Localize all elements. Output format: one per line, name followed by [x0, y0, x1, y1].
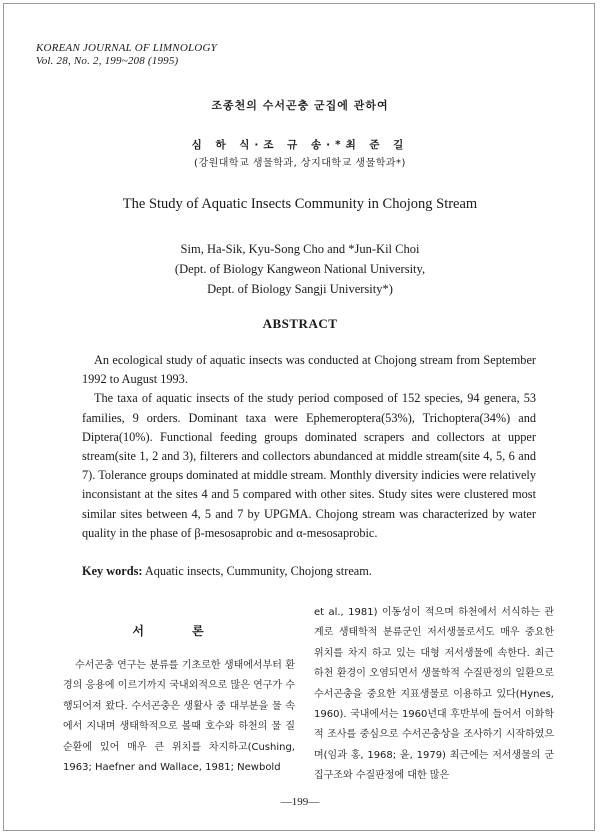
- english-affiliation-line-2: Dept. of Biology Sangji University*): [207, 282, 393, 296]
- english-authors: Sim, Ha-Sik, Kyu-Song Cho and *Jun-Kil Choi: [180, 242, 420, 256]
- section-heading: 서 론: [132, 624, 226, 638]
- english-affiliation-line-1: (Dept. of Biology Kangweon National University,: [174, 262, 426, 276]
- page-number: —199—: [280, 796, 320, 808]
- keywords-label: Key words:: [82, 564, 143, 578]
- body-paragraph: 수서곤충 연구는 분류를 기초로한 생태에서부터 환경의 응용에 이르기까지 국내외적으로 많은 연구가 수행되어져 왔다. 수서곤충은 생활사 중 대부분을 물 속에서 지내며 생태학적으로 볼때 호수와 하천의 물 질순환에 있어 매우 큰 위치를 차지하고(Cushing, 1963; Haefner and Wallace, 1981; Newbold: [63, 660, 295, 774]
- body-paragraph: et al., 1981) 이동성이 적으며 하천에서 서식하는 관계로 생태학적 분류군인 저서생물로서도 매우 중요한 위치를 차지 하고 있는 대형 저서생물에 속한다. 최근 하천 환경이 오염되면서 생물학적 수질판정의 일환으로 수서곤충을 중요한 지표생물로 이용하고 있다(Hynes, 1960). 국내에서는 1960년대 후반부에 들어서 이화학적 조사를 중심으로 수서곤충상을 조사하기 시작하였으며(임과 홍, 1968; 윤, 1979) 최근에는 저서생물의 군집구조와 수질판정에 대한 많은: [314, 607, 554, 782]
- journal-header: [36, 42, 217, 68]
- korean-title: 조종천의 수서곤충 군집에 관하여: [211, 99, 389, 112]
- abstract-paragraph: The taxa of aquatic insects of the study period composed of 152 species, 94 genera, 53 families, 9 orders. Dominant taxa were Ephemeroptera(53%), Trichoptera(34%) and Diptera(10%). Functional feeding groups dominated scrapers and collectors at upper stream(site 1, 2 and 3), filterers and collectors abundanced at middle stream(site 4, 5, 6 and 7). Tolerance groups dominated at middle stream. Monthly diversity indicies were relatively inconsistant at the sites 4 and 5 compared with other sites. Study sites were clustered most similar sites between 4, 5 and 7 by UPGMA. Chojong stream was characterized by water quality in the phase of β-mesosaprobic and α-mesosaprobic.: [82, 391, 536, 540]
- body-right-column: [314, 603, 554, 787]
- keywords-line: [82, 564, 372, 579]
- journal-name: KOREAN JOURNAL OF LIMNOLOGY: [36, 42, 217, 54]
- body-left-column: [63, 656, 295, 778]
- korean-authors: 심 하 식·조 규 송·*최 준 길: [191, 139, 409, 151]
- korean-affiliation: (강원대학교 생물학과, 상지대학교 생물학과*): [194, 158, 406, 169]
- english-author-block: [0, 239, 600, 299]
- abstract-paragraph: An ecological study of aquatic insects was conducted at Chojong stream from September 1992 to August 1993.: [82, 353, 536, 387]
- english-title: The Study of Aquatic Insects Community in Chojong Stream: [122, 196, 478, 212]
- keywords-text: Aquatic insects, Cummunity, Chojong stream.: [144, 564, 372, 578]
- abstract-heading: ABSTRACT: [262, 316, 338, 331]
- journal-volume: Vol. 28, No. 2, 199~208 (1995): [36, 55, 179, 67]
- abstract-body: [82, 351, 536, 543]
